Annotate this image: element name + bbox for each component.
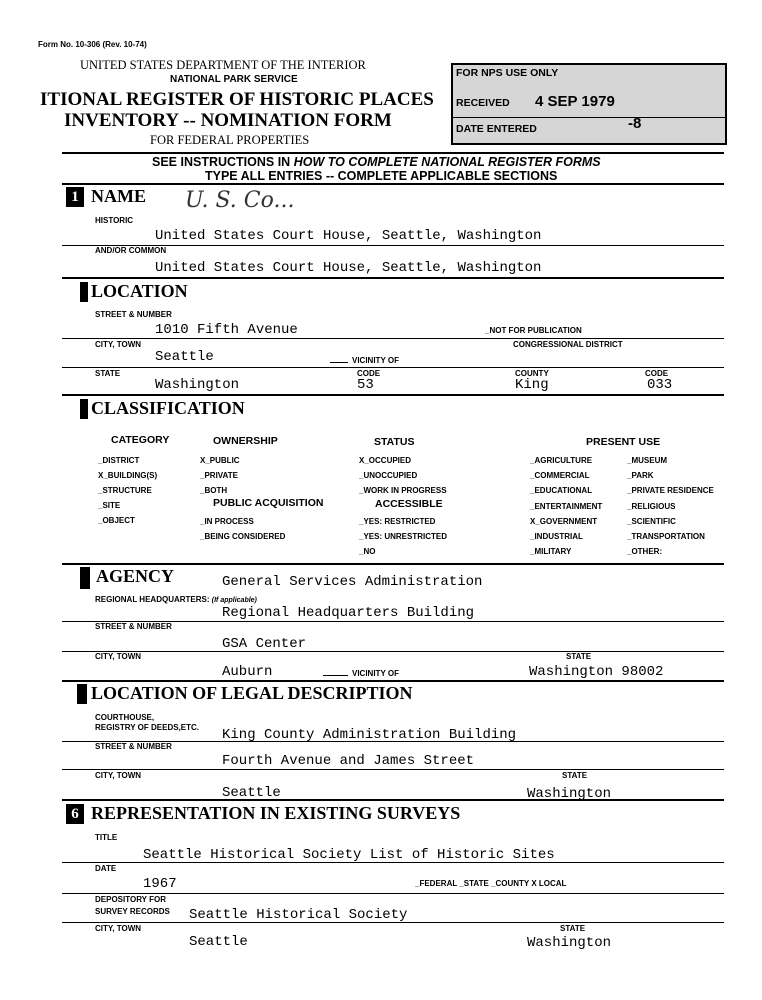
agency-city: Auburn: [222, 664, 273, 680]
received-stamp: 4 SEP 1979: [535, 93, 615, 110]
present-use-item: _PARK: [627, 471, 654, 481]
present-use-item: _OTHER:: [627, 547, 663, 557]
accessible-item: _NO: [359, 547, 376, 556]
present-use-list-1: [530, 453, 602, 559]
received-label: RECEIVED: [456, 97, 510, 109]
section-4-title: AGENCY: [96, 566, 175, 586]
ownership-item: X_PUBLIC: [200, 456, 240, 465]
acquisition-item: _BEING CONSIDERED: [200, 532, 286, 541]
agency-state-label: STATE: [566, 652, 592, 661]
present-use-list-2: [627, 453, 714, 559]
agency-name: General Services Administration: [222, 574, 483, 590]
location-county: King: [515, 377, 549, 393]
location-state: Washington: [155, 377, 240, 393]
county-label: COUNTY: [515, 369, 549, 378]
category-item: _SITE: [98, 501, 121, 510]
survey-date: 1967: [143, 876, 177, 892]
common-name: United States Court House, Seattle, Washington: [155, 260, 542, 276]
location-street: 1010 Fifth Avenue: [155, 322, 298, 338]
survey-state-label: STATE: [560, 924, 586, 933]
courthouse-label-1: COURTHOUSE,: [95, 713, 155, 722]
depository-label-1: DEPOSITORY FOR: [95, 895, 166, 904]
category-heading: CATEGORY: [111, 434, 170, 446]
historic-label: HISTORIC: [95, 216, 134, 225]
status-item: X_OCCUPIED: [359, 456, 412, 465]
code-label: CODE: [357, 369, 381, 378]
legal-city: Seattle: [222, 785, 281, 801]
location-county-code: 033: [647, 377, 673, 393]
present-use-item: _MUSEUM: [627, 456, 668, 465]
common-name-label: AND/OR COMMON: [95, 246, 167, 255]
section-3-marker: [80, 399, 88, 419]
agency-vicinity-label: VICINITY OF: [352, 669, 399, 678]
not-for-publication: _NOT FOR PUBLICATION: [485, 326, 582, 335]
present-use-item: _INDUSTRIAL: [530, 532, 583, 542]
date-entered-stamp: -8: [628, 115, 642, 132]
present-use-item: _EDUCATIONAL: [530, 486, 593, 496]
state-label: STATE: [95, 369, 121, 378]
historic-name: United States Court House, Seattle, Washington: [155, 228, 542, 244]
accessible-item: _YES: RESTRICTED: [359, 517, 436, 526]
service-heading: NATIONAL PARK SERVICE: [170, 74, 298, 85]
regional-hq-label: REGIONAL HEADQUARTERS: (If applicable): [95, 595, 257, 604]
accessible-item: _YES: UNRESTRICTED: [359, 532, 448, 541]
survey-title: Seattle Historical Society List of Historic Sites: [143, 847, 555, 863]
location-state-code: 53: [357, 377, 374, 393]
legal-street: Fourth Avenue and James Street: [222, 753, 475, 769]
ownership-item: _BOTH: [200, 486, 228, 495]
depository-label-2: SURVEY RECORDS: [95, 907, 170, 916]
present-use-item: _RELIGIOUS: [627, 501, 676, 511]
form-title-line2: INVENTORY -- NOMINATION FORM: [64, 110, 392, 131]
form-number: Form No. 10-306 (Rev. 10-74): [38, 40, 147, 49]
present-use-item: _PRIVATE RESIDENCE: [627, 486, 714, 496]
status-item: _WORK IN PROGRESS: [359, 486, 447, 495]
present-use-item: _ENTERTAINMENT: [530, 501, 603, 511]
street-number-label: STREET & NUMBER: [95, 310, 172, 319]
present-use-item: X_GOVERNMENT: [530, 516, 598, 526]
nps-box-label: FOR NPS USE ONLY: [456, 67, 559, 79]
section-1-title: NAME: [91, 186, 146, 206]
city-town-label: CITY, TOWN: [95, 340, 142, 349]
present-use-item: _MILITARY: [530, 547, 572, 557]
section-2-marker: [80, 282, 88, 302]
instructions-line1: SEE INSTRUCTIONS IN HOW TO COMPLETE NATIONAL REGISTER FORMS: [152, 155, 601, 169]
acquisition-item: _IN PROCESS: [200, 517, 254, 526]
legal-street-label: STREET & NUMBER: [95, 742, 172, 751]
form-title-line1: ΙTIONAL REGISTER OF HISTORIC PLACES: [40, 89, 434, 110]
ownership-list: [200, 453, 240, 498]
section-5-title: LOCATION OF LEGAL DESCRIPTION: [91, 683, 413, 703]
nps-use-box: [451, 63, 727, 145]
accessible-list: [359, 514, 447, 559]
survey-state: Washington: [527, 935, 612, 951]
instructions-line2: TYPE ALL ENTRIES -- COMPLETE APPLICABLE SECTIONS: [205, 169, 558, 183]
agency-street-label: STREET & NUMBER: [95, 622, 172, 631]
acquisition-list: [200, 514, 285, 544]
legal-state-label: STATE: [562, 771, 588, 780]
ownership-heading: OWNERSHIP: [213, 435, 278, 447]
courthouse-label-2: REGISTRY OF DEEDS,ETC.: [95, 723, 200, 732]
agency-street: GSA Center: [222, 636, 307, 652]
status-list: [359, 453, 447, 498]
category-item: _DISTRICT: [98, 456, 140, 465]
present-use-item: _COMMERCIAL: [530, 471, 590, 481]
legal-state: Washington: [527, 786, 612, 802]
present-use-heading: PRESENT USE: [586, 436, 661, 448]
regional-hq: Regional Headquarters Building: [222, 605, 475, 621]
section-3-title: CLASSIFICATION: [91, 398, 245, 418]
present-use-item: _SCIENTIFIC: [627, 516, 676, 526]
agency-city-label: CITY, TOWN: [95, 652, 142, 661]
status-item: _UNOCCUPIED: [359, 471, 418, 480]
public-acquisition-heading: PUBLIC ACQUISITION: [213, 497, 324, 509]
section-6-number: 6: [66, 804, 84, 824]
section-5-marker: [77, 684, 87, 704]
handwritten-annotation: U. S. Co...: [185, 188, 295, 213]
category-item: _STRUCTURE: [98, 486, 152, 495]
category-list: [98, 453, 157, 528]
section-4-marker: [80, 567, 90, 589]
category-item: X_BUILDING(S): [98, 471, 158, 480]
agency-state: Washington 98002: [529, 664, 664, 680]
status-heading: STATUS: [374, 436, 415, 448]
survey-title-label: TITLE: [95, 833, 118, 842]
location-city: Seattle: [155, 349, 214, 365]
section-6-title: REPRESENTATION IN EXISTING SURVEYS: [91, 803, 461, 823]
survey-city-label: CITY, TOWN: [95, 924, 142, 933]
survey-date-label: DATE: [95, 864, 117, 873]
vicinity-label: VICINITY OF: [352, 356, 399, 365]
present-use-item: _TRANSPORTATION: [627, 532, 705, 542]
section-2-title: LOCATION: [91, 281, 188, 301]
present-use-item: _AGRICULTURE: [530, 456, 593, 465]
courthouse: King County Administration Building: [222, 727, 517, 743]
ownership-item: _PRIVATE: [200, 471, 238, 480]
county-code-label: CODE: [645, 369, 669, 378]
form-subtitle: FOR FEDERAL PROPERTIES: [150, 133, 310, 147]
section-1-number: 1: [66, 187, 84, 207]
date-entered-label: DATE ENTERED: [456, 123, 537, 135]
congressional-district-label: CONGRESSIONAL DISTRICT: [513, 340, 623, 349]
category-item: _OBJECT: [98, 516, 135, 525]
accessible-heading: ACCESSIBLE: [375, 498, 443, 510]
legal-city-label: CITY, TOWN: [95, 771, 142, 780]
survey-city: Seattle: [189, 934, 248, 950]
survey-levels: _FEDERAL _STATE _COUNTY X LOCAL: [415, 879, 567, 888]
depository: Seattle Historical Society: [189, 907, 408, 923]
department-heading: UNITED STATES DEPARTMENT OF THE INTERIOR: [80, 58, 366, 72]
